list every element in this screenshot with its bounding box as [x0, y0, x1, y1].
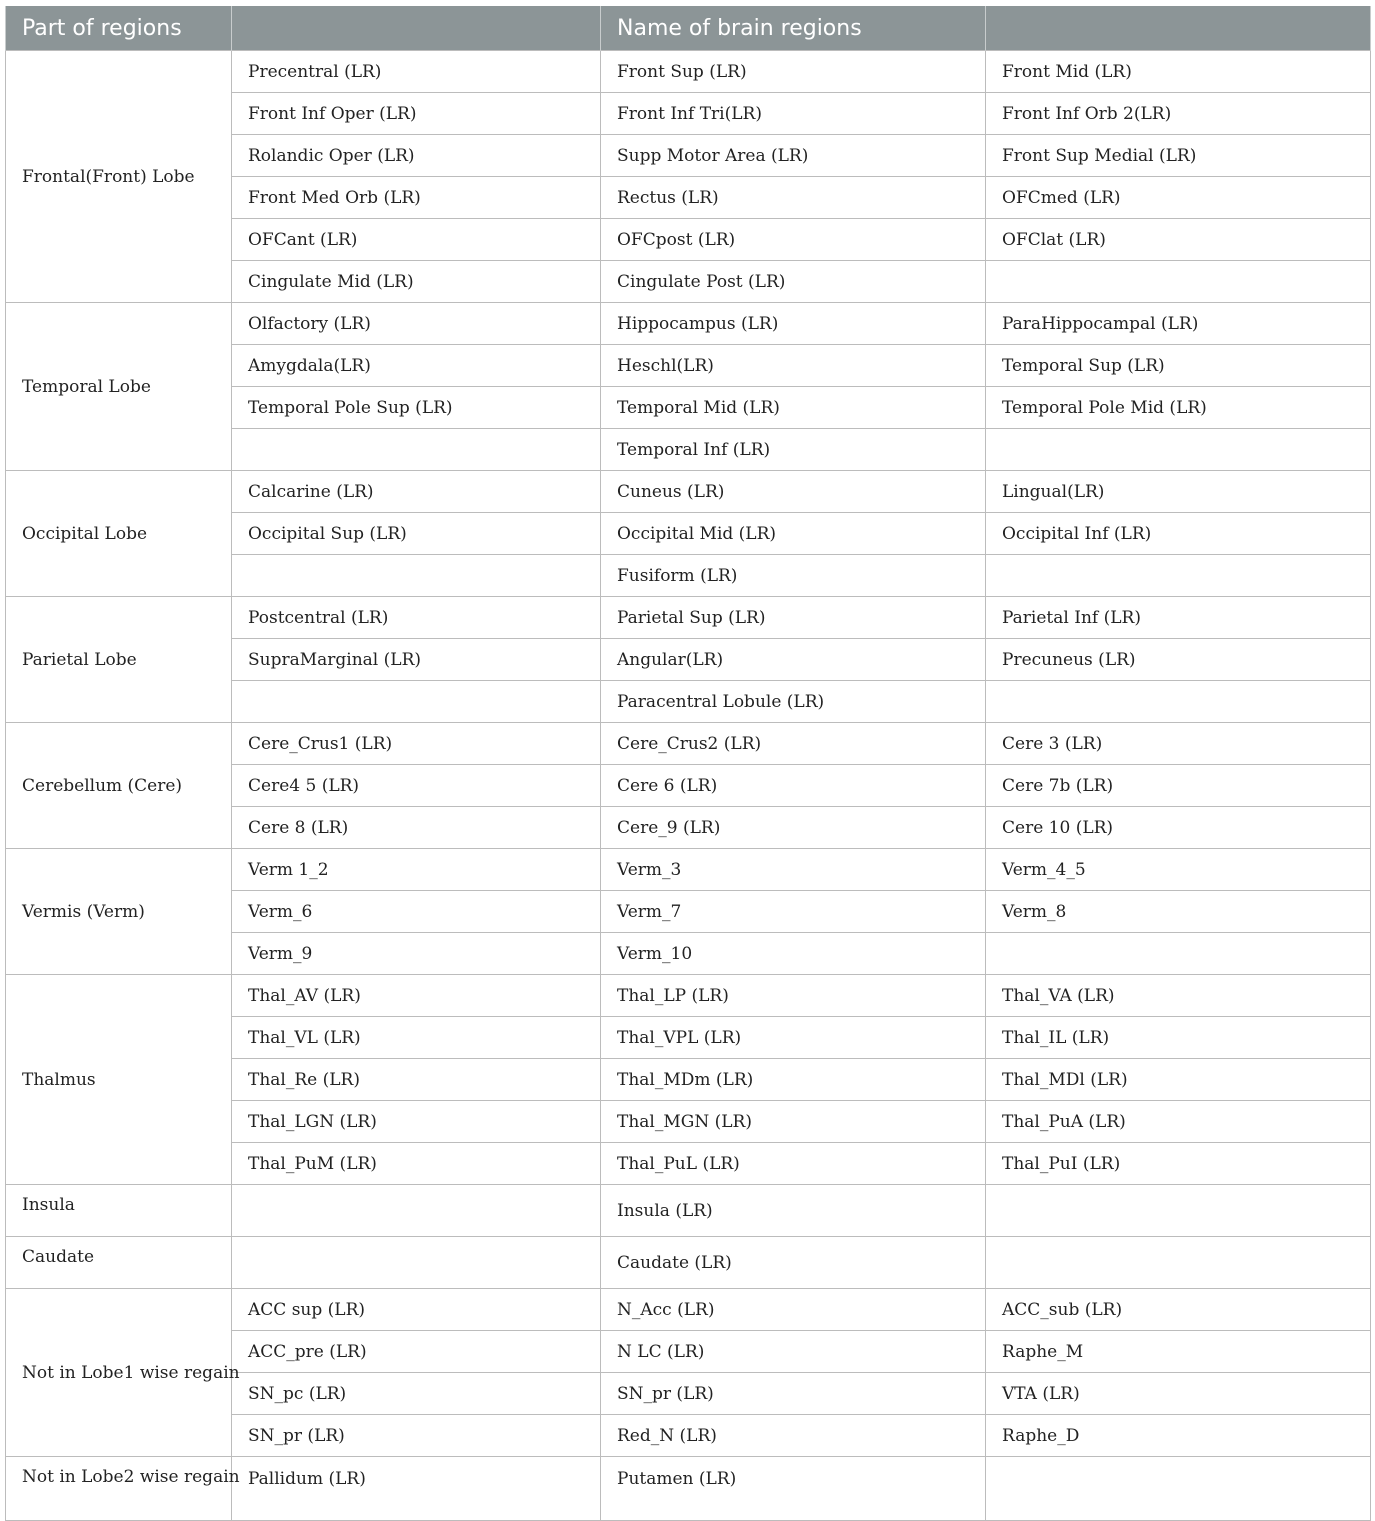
- region-name-cell: OFCant (LR): [232, 219, 601, 261]
- region-name-cell: SN_pc (LR): [232, 1373, 601, 1415]
- region-name-cell: OFClat (LR): [986, 219, 1371, 261]
- region-name-cell: Occipital Mid (LR): [601, 513, 986, 555]
- region-name-cell: Occipital Sup (LR): [232, 513, 601, 555]
- region-name-cell: Temporal Inf (LR): [601, 429, 986, 471]
- region-name-cell: Cere 7b (LR): [986, 765, 1371, 807]
- table-row: [6, 975, 1371, 1017]
- table-row: [6, 1457, 1371, 1521]
- region-name-cell: ACC_pre (LR): [232, 1331, 601, 1373]
- region-name-cell: Front Inf Orb 2(LR): [986, 93, 1371, 135]
- region-name-cell: OFCmed (LR): [986, 177, 1371, 219]
- region-name-cell: [986, 933, 1371, 975]
- region-name-cell: Cere_Crus1 (LR): [232, 723, 601, 765]
- region-name-cell: [232, 1237, 601, 1289]
- region-part-cell: Thalmus: [6, 975, 232, 1185]
- region-name-cell: N_Acc (LR): [601, 1289, 986, 1331]
- region-name-cell: Cere_9 (LR): [601, 807, 986, 849]
- region-name-cell: Angular(LR): [601, 639, 986, 681]
- region-name-cell: Thal_MDm (LR): [601, 1059, 986, 1101]
- table-header: [6, 6, 1371, 51]
- region-name-cell: Thal_PuA (LR): [986, 1101, 1371, 1143]
- table-row: [6, 303, 1371, 345]
- region-name-cell: Verm_10: [601, 933, 986, 975]
- region-name-cell: Thal_IL (LR): [986, 1017, 1371, 1059]
- region-name-cell: Thal_PuI (LR): [986, 1143, 1371, 1185]
- region-name-cell: Hippocampus (LR): [601, 303, 986, 345]
- region-name-cell: OFCpost (LR): [601, 219, 986, 261]
- table-body: [6, 51, 1371, 1521]
- region-name-cell: Thal_MDl (LR): [986, 1059, 1371, 1101]
- region-name-cell: Insula (LR): [601, 1185, 986, 1237]
- region-part-cell: Occipital Lobe: [6, 471, 232, 597]
- region-name-cell: Cere 10 (LR): [986, 807, 1371, 849]
- region-name-cell: Front Med Orb (LR): [232, 177, 601, 219]
- region-name-cell: Thal_LGN (LR): [232, 1101, 601, 1143]
- region-name-cell: Thal_PuL (LR): [601, 1143, 986, 1185]
- region-name-cell: Temporal Sup (LR): [986, 345, 1371, 387]
- region-name-cell: Cere 6 (LR): [601, 765, 986, 807]
- region-name-cell: Front Inf Tri(LR): [601, 93, 986, 135]
- region-name-cell: Thal_AV (LR): [232, 975, 601, 1017]
- region-name-cell: SN_pr (LR): [601, 1373, 986, 1415]
- region-name-cell: Verm_7: [601, 891, 986, 933]
- table-row: [6, 597, 1371, 639]
- region-part-cell: Not in Lobe1 wise regain: [6, 1289, 232, 1457]
- region-name-cell: N LC (LR): [601, 1331, 986, 1373]
- region-name-cell: Putamen (LR): [601, 1457, 986, 1521]
- region-name-cell: Cingulate Mid (LR): [232, 261, 601, 303]
- region-name-cell: Raphe_M: [986, 1331, 1371, 1373]
- region-name-cell: ACC sup (LR): [232, 1289, 601, 1331]
- region-part-cell: Parietal Lobe: [6, 597, 232, 723]
- region-name-cell: Thal_LP (LR): [601, 975, 986, 1017]
- region-name-cell: Heschl(LR): [601, 345, 986, 387]
- region-name-cell: Verm_9: [232, 933, 601, 975]
- region-name-cell: [986, 1457, 1371, 1521]
- region-name-cell: Temporal Pole Mid (LR): [986, 387, 1371, 429]
- region-name-cell: Thal_PuM (LR): [232, 1143, 601, 1185]
- region-name-cell: Cuneus (LR): [601, 471, 986, 513]
- region-name-cell: Pallidum (LR): [232, 1457, 601, 1521]
- region-name-cell: [232, 555, 601, 597]
- region-name-cell: ACC_sub (LR): [986, 1289, 1371, 1331]
- region-name-cell: Temporal Pole Sup (LR): [232, 387, 601, 429]
- region-name-cell: Parietal Inf (LR): [986, 597, 1371, 639]
- region-name-cell: Caudate (LR): [601, 1237, 986, 1289]
- region-name-cell: Raphe_D: [986, 1415, 1371, 1457]
- region-name-cell: Front Inf Oper (LR): [232, 93, 601, 135]
- region-name-cell: Verm 1_2: [232, 849, 601, 891]
- region-name-cell: Fusiform (LR): [601, 555, 986, 597]
- region-name-cell: Lingual(LR): [986, 471, 1371, 513]
- region-name-cell: Supp Motor Area (LR): [601, 135, 986, 177]
- region-name-cell: [986, 261, 1371, 303]
- region-part-cell: Frontal(Front) Lobe: [6, 51, 232, 303]
- region-name-cell: SupraMarginal (LR): [232, 639, 601, 681]
- header-row: [6, 6, 1371, 51]
- region-name-cell: [986, 1185, 1371, 1237]
- region-name-cell: Verm_3: [601, 849, 986, 891]
- region-name-cell: Rectus (LR): [601, 177, 986, 219]
- table-row: [6, 471, 1371, 513]
- region-name-cell: Thal_MGN (LR): [601, 1101, 986, 1143]
- region-part-cell: Vermis (Verm): [6, 849, 232, 975]
- region-name-cell: Front Sup Medial (LR): [986, 135, 1371, 177]
- brain-regions-table: [5, 6, 1371, 1521]
- table-row: [6, 849, 1371, 891]
- region-name-cell: [232, 1185, 601, 1237]
- region-name-cell: Parietal Sup (LR): [601, 597, 986, 639]
- header-blank-1: [232, 6, 601, 51]
- region-name-cell: Olfactory (LR): [232, 303, 601, 345]
- region-name-cell: SN_pr (LR): [232, 1415, 601, 1457]
- region-name-cell: Thal_Re (LR): [232, 1059, 601, 1101]
- region-name-cell: [986, 681, 1371, 723]
- region-name-cell: [986, 555, 1371, 597]
- region-name-cell: Front Mid (LR): [986, 51, 1371, 93]
- region-name-cell: VTA (LR): [986, 1373, 1371, 1415]
- region-name-cell: Red_N (LR): [601, 1415, 986, 1457]
- region-name-cell: Cere 3 (LR): [986, 723, 1371, 765]
- table-row: [6, 723, 1371, 765]
- header-blank-3: [986, 6, 1371, 51]
- table-row: [6, 1289, 1371, 1331]
- table-row: [6, 1185, 1371, 1237]
- region-name-cell: Postcentral (LR): [232, 597, 601, 639]
- region-name-cell: Thal_VL (LR): [232, 1017, 601, 1059]
- region-name-cell: Temporal Mid (LR): [601, 387, 986, 429]
- region-name-cell: Precuneus (LR): [986, 639, 1371, 681]
- region-name-cell: Thal_VA (LR): [986, 975, 1371, 1017]
- region-name-cell: Thal_VPL (LR): [601, 1017, 986, 1059]
- region-part-cell: Not in Lobe2 wise regain: [6, 1457, 232, 1521]
- header-part-of-regions: Part of regions: [6, 6, 232, 51]
- region-name-cell: Verm_4_5: [986, 849, 1371, 891]
- region-part-cell: Insula: [6, 1185, 232, 1237]
- region-name-cell: Cingulate Post (LR): [601, 261, 986, 303]
- region-name-cell: Cere4 5 (LR): [232, 765, 601, 807]
- table-row: [6, 51, 1371, 93]
- region-name-cell: Amygdala(LR): [232, 345, 601, 387]
- region-name-cell: Paracentral Lobule (LR): [601, 681, 986, 723]
- region-part-cell: Temporal Lobe: [6, 303, 232, 471]
- region-name-cell: Cere_Crus2 (LR): [601, 723, 986, 765]
- region-name-cell: Rolandic Oper (LR): [232, 135, 601, 177]
- table-row: [6, 1237, 1371, 1289]
- header-name-of-brain-regions: Name of brain regions: [601, 6, 986, 51]
- region-part-cell: Caudate: [6, 1237, 232, 1289]
- region-name-cell: Calcarine (LR): [232, 471, 601, 513]
- region-name-cell: ParaHippocampal (LR): [986, 303, 1371, 345]
- region-name-cell: [986, 1237, 1371, 1289]
- region-name-cell: Cere 8 (LR): [232, 807, 601, 849]
- region-name-cell: Front Sup (LR): [601, 51, 986, 93]
- region-name-cell: [986, 429, 1371, 471]
- region-part-cell: Cerebellum (Cere): [6, 723, 232, 849]
- region-name-cell: Verm_6: [232, 891, 601, 933]
- region-name-cell: [232, 429, 601, 471]
- region-name-cell: Precentral (LR): [232, 51, 601, 93]
- region-name-cell: Occipital Inf (LR): [986, 513, 1371, 555]
- region-name-cell: [232, 681, 601, 723]
- region-name-cell: Verm_8: [986, 891, 1371, 933]
